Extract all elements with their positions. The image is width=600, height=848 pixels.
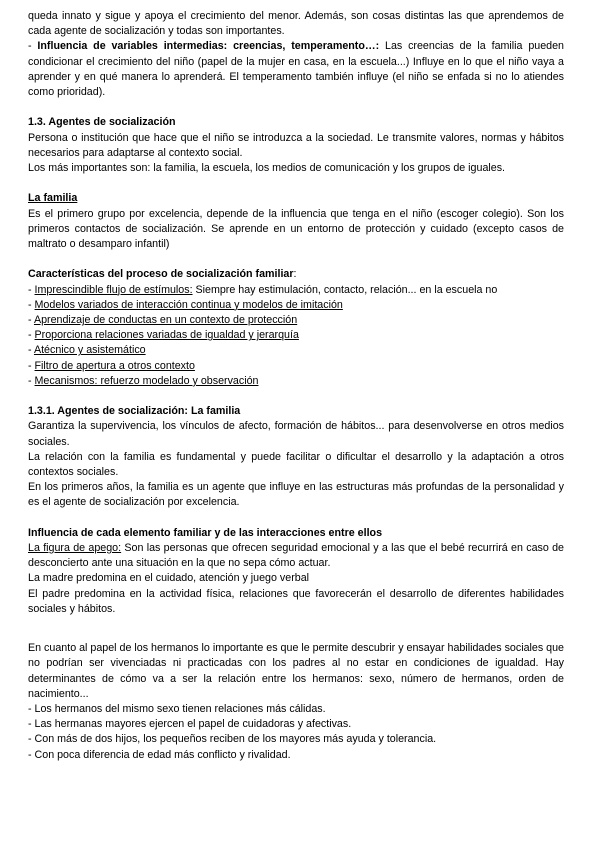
intermediate-variables-text: Las creencias de la familia pueden condicionar el crecimiento del niño (papel de la mujer en casa, en la escuela...) Influye en lo que el niño vaya a aprender y en qué manera lo aprenderá. El temperamento también influye (el niño se enfada si no lo atiendes como prioridad).: [28, 40, 565, 99]
list-item: [28, 328, 564, 343]
list-item: [28, 313, 564, 328]
influence-heading: Influencia de cada elemento familiar y de las interacciones entre ellos: [28, 526, 383, 539]
list-item-label: Proporciona relaciones variadas de igualdad y jerarquía: [34, 329, 299, 342]
list-item: - Los hermanos del mismo sexo tienen relaciones más cálidas.: [28, 703, 326, 716]
list-dash: -: [28, 344, 34, 357]
family-heading: La familia: [28, 192, 78, 205]
section-1-3-1-paragraph-2: La relación con la familia es fundamental y puede facilitar o dificultar el desarrollo y la adaptación a otros contextos sociales.: [28, 450, 564, 479]
intermediate-variables-title: Influencia de variables intermedias: creencias, temperamento…:: [37, 40, 380, 53]
section-heading-1-3: 1.3. Agentes de socialización: [28, 116, 176, 129]
mother-paragraph: La madre predomina en el cuidado, atención y juego verbal: [28, 572, 310, 585]
attachment-figure-paragraph: [28, 541, 564, 571]
list-item: - Con poca diferencia de edad más conflicto y rivalidad.: [28, 748, 291, 761]
list-item: [28, 343, 564, 358]
list-item-label: Atécnico y asistemático: [33, 344, 146, 357]
list-item: [28, 374, 564, 389]
list-item: - Las hermanas mayores ejercen el papel de cuidadoras y afectivas.: [28, 718, 352, 731]
siblings-list: [28, 702, 564, 763]
siblings-paragraph: En cuanto al papel de los hermanos lo importante es que le permite descubrir y ensayar habilidades sociales que no podrían ser vivenciadas ni practicadas con los padres al no estar en condiciones de igualdad. Hay determinantes de cómo va a ser la relación entre los hermanos: sexo, número de hermanos, orden de nacimiento...: [28, 642, 564, 700]
family-paragraph: Es el primero grupo por excelencia, depende de la influencia que tenga en el niño (escoger colegio). Son los primeros contactos de socialización. Se aprende en un entorno de protección y cuidado (excepto casos de maltrato o desamparo infantil): [28, 207, 564, 251]
list-item: [28, 359, 564, 374]
list-item-label: Aprendizaje de conductas en un contexto de protección: [33, 314, 298, 327]
list-item-text: Siempre hay estimulación, contacto, relación... en la escuela no: [192, 283, 498, 296]
list-item-label: Mecanismos: refuerzo modelado y observación: [34, 374, 259, 387]
list-item: - Con más de dos hijos, los pequeños reciben de los mayores más ayuda y tolerancia.: [28, 733, 437, 746]
section-1-3-paragraph-1: Persona o institución que hace que el niño se introduzca a la sociedad. Le transmite valores, normas y hábitos necesarios para adaptarse al contexto social.: [28, 131, 564, 159]
section-1-3-1-paragraph-3: En los primeros años, la familia es un agente que influye en las estructuras más profundas de la personalidad y es el agente de socialización por excelencia.: [28, 481, 564, 509]
intro-paragraph: queda innato y sigue y apoya el crecimiento del menor. Además, son cosas distintas las que aprendemos de cada agente de socialización y todas son importantes.: [28, 10, 564, 38]
characteristics-heading-text: Características del proceso de socialización familiar: [28, 268, 294, 281]
list-item: [28, 283, 564, 298]
father-paragraph: El padre predomina en la actividad física, relaciones que favorecerán el desarrollo de diferentes habilidades sociales y hábitos.: [28, 587, 564, 615]
attachment-figure-text: Son las personas que ofrecen seguridad emocional y a las que el bebé recurrirá en caso de desconcierto ante una situación en la que no sepa cómo actuar.: [28, 542, 564, 570]
list-item-label: Imprescindible flujo de estímulos:: [34, 283, 193, 296]
intermediate-variables-paragraph: [28, 39, 564, 100]
list-item: [28, 298, 564, 313]
list-item-label: Modelos variados de interacción continua y modelos de imitación: [34, 298, 343, 311]
list-dash: -: [28, 298, 35, 311]
list-dash: -: [28, 359, 35, 372]
section-heading-1-3-1: 1.3.1. Agentes de socialización: La familia: [28, 405, 241, 418]
list-dash: -: [28, 314, 34, 327]
characteristics-heading: [28, 267, 564, 282]
characteristics-heading-colon: :: [293, 268, 297, 281]
attachment-figure-label: La figura de apego:: [28, 542, 122, 555]
list-dash: -: [28, 329, 35, 342]
section-1-3-1-paragraph-1: Garantiza la supervivencia, los vínculos de afecto, formación de hábitos... para desenvolverse en otros medios sociales.: [28, 420, 564, 448]
list-dash: -: [28, 374, 35, 387]
section-1-3-paragraph-2: Los más importantes son: la familia, la escuela, los medios de comunicación y los grupos de iguales.: [28, 162, 506, 175]
list-dash: -: [28, 283, 35, 296]
dash: -: [28, 40, 38, 53]
list-item-label: Filtro de apertura a otros contexto: [34, 359, 195, 372]
document-page: [28, 9, 564, 763]
characteristics-list: [28, 283, 564, 389]
